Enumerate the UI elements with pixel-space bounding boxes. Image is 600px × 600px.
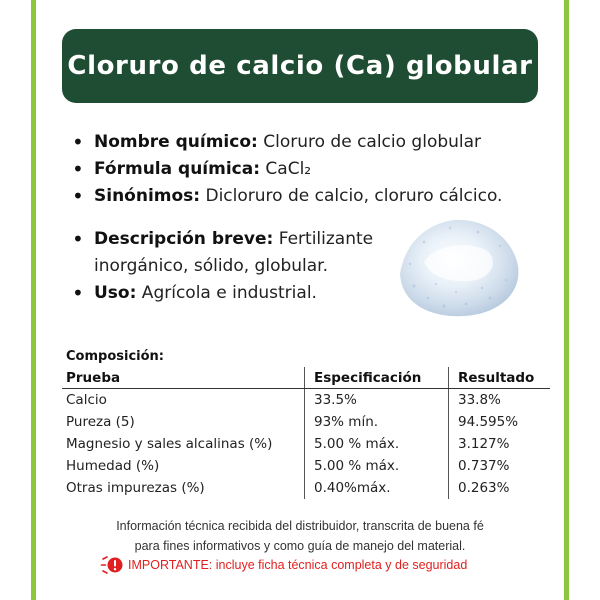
disclaimer-line-2: para fines informativos y como guía de manejo del material. — [134, 539, 466, 553]
right-accent-bar — [564, 0, 569, 600]
cell-resultado: 0.737% — [449, 455, 551, 477]
cell-resultado: 0.263% — [449, 477, 551, 499]
table-header-row — [62, 367, 550, 389]
cell-prueba: Humedad (%) — [66, 458, 160, 474]
calcium-chloride-powder-image — [394, 206, 524, 326]
title-banner — [62, 29, 538, 103]
fact-key: Uso: — [94, 283, 137, 303]
fact-value: Fertilizante inorgánico, sólido, globular. — [94, 229, 374, 276]
warning-notice — [100, 556, 467, 574]
facts-list-bottom — [70, 226, 390, 307]
fact-key: Nombre químico: — [94, 132, 258, 152]
facts-list-top — [70, 129, 502, 210]
cell-prueba: Calcio — [66, 392, 107, 408]
fact-key: Descripción breve: — [94, 229, 274, 249]
cell-resultado: 33.8% — [449, 389, 551, 412]
header-resultado: Resultado — [449, 367, 551, 389]
cell-especificacion: 0.40%máx. — [305, 477, 449, 499]
header-prueba: Prueba — [62, 367, 305, 389]
page-title: Cloruro de calcio (Ca) globular — [67, 51, 533, 81]
megaphone-alert-icon — [100, 556, 124, 574]
cell-especificacion: 33.5% — [305, 389, 449, 412]
table-row — [62, 477, 550, 499]
fact-value: CaCl₂ — [260, 159, 312, 179]
composition-label: Composición: — [66, 349, 164, 364]
table-row — [62, 411, 550, 433]
cell-prueba: Otras impurezas (%) — [66, 480, 205, 496]
fact-value: Cloruro de calcio globular — [257, 132, 482, 152]
fact-key: Fórmula química: — [94, 159, 261, 179]
table-row — [62, 455, 550, 477]
cell-resultado: 3.127% — [449, 433, 551, 455]
fact-value: Agrícola e industrial. — [136, 283, 317, 303]
fact-item-nombre — [70, 129, 502, 156]
fact-item-formula — [70, 156, 502, 183]
cell-prueba: Pureza (5) — [66, 414, 135, 430]
left-accent-bar — [31, 0, 36, 600]
header-especificacion: Especificación — [305, 367, 449, 389]
composition-table — [62, 367, 550, 499]
warning-text: IMPORTANTE: incluye ficha técnica completa y de seguridad — [128, 558, 468, 572]
fact-key: Sinónimos: — [94, 186, 201, 206]
cell-resultado: 94.595% — [449, 411, 551, 433]
cell-prueba: Magnesio y sales alcalinas (%) — [66, 436, 273, 452]
cell-especificacion: 5.00 % máx. — [305, 455, 449, 477]
disclaimer-line-1: Información técnica recibida del distribuidor, transcrita de buena fé — [116, 519, 484, 533]
fact-item-descripcion — [70, 226, 390, 280]
table-row — [62, 389, 550, 412]
fact-value: Dicloruro de calcio, cloruro cálcico. — [200, 186, 503, 206]
cell-especificacion: 5.00 % máx. — [305, 433, 449, 455]
table-row — [62, 433, 550, 455]
fact-item-uso — [70, 280, 390, 307]
cell-especificacion: 93% mín. — [305, 411, 449, 433]
